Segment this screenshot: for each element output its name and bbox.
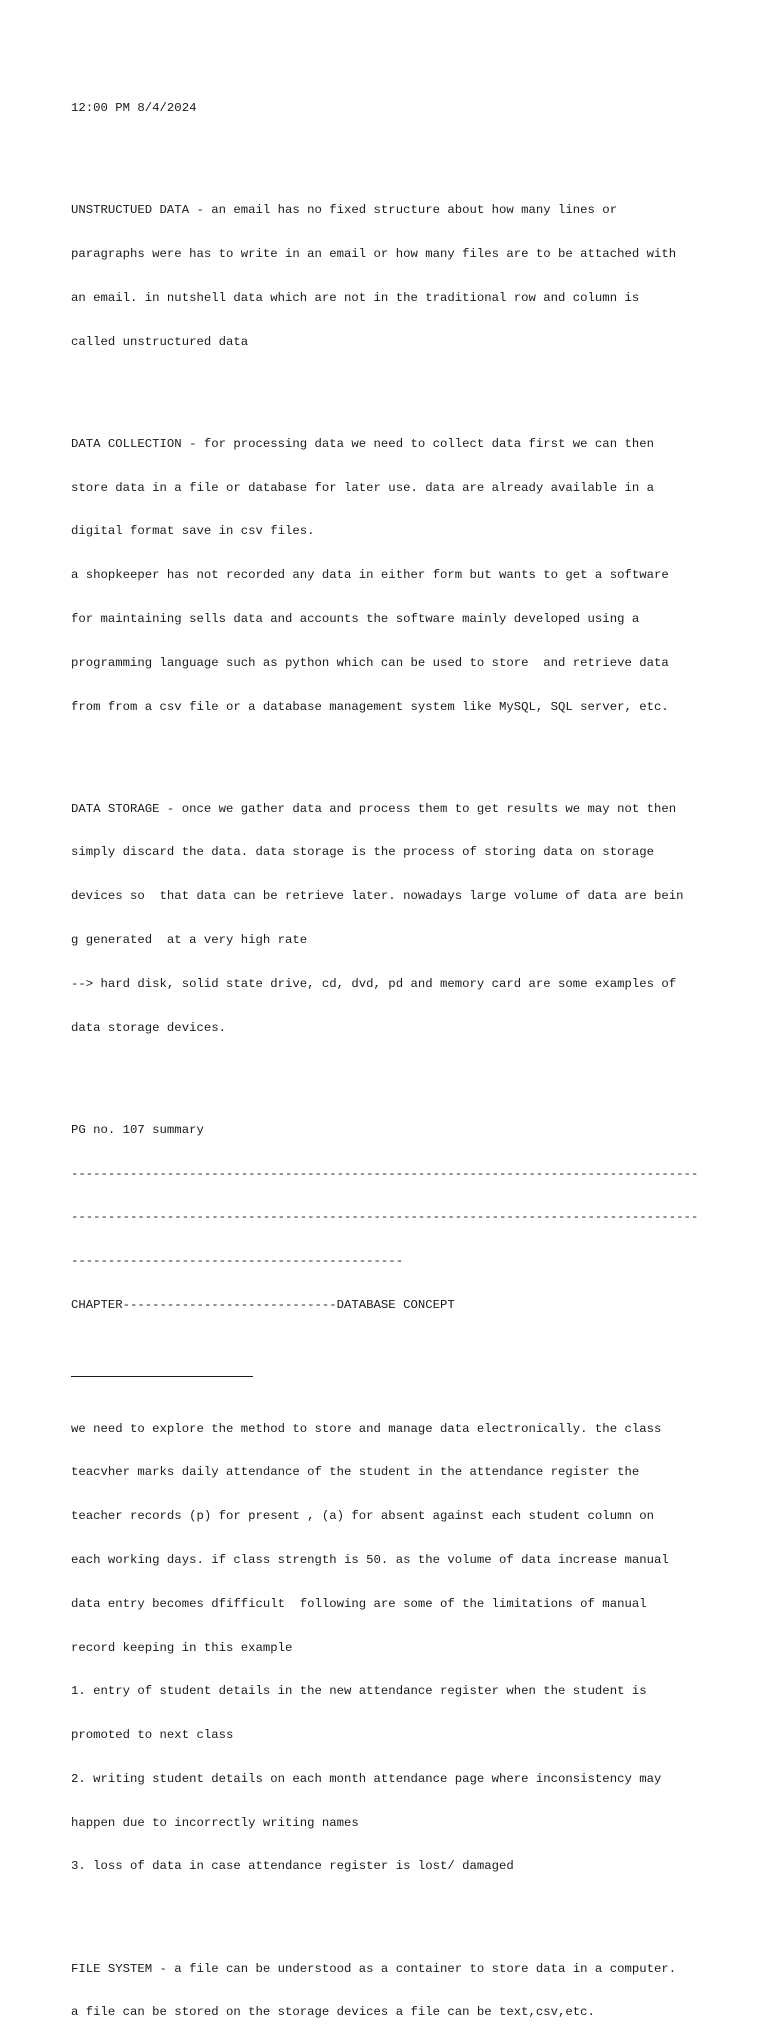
note-page <box>71 72 731 2035</box>
limitation-item: 3. loss of data in case attendance register is lost/ damaged <box>71 1859 514 1874</box>
storage-line: --> hard disk, solid state drive, cd, dvd, pd and memory card are some examples of <box>71 976 677 991</box>
spacer <box>71 1064 731 1079</box>
collection-line: from from a csv file or a database management system like MySQL, SQL server, etc. <box>71 699 669 714</box>
dash-rule: ------------------------------------------------------------------------------------- <box>71 1166 699 1181</box>
spacer <box>71 145 731 160</box>
collection-line: a shopkeeper has not recorded any data in either form but wants to get a software <box>71 568 669 583</box>
collection-line: for maintaining sells data and accounts the software mainly developed using a <box>71 611 640 626</box>
storage-line: DATA STORAGE - once we gather data and process them to get results we may not then <box>71 801 677 816</box>
database-line: teacher records (p) for present , (a) for absent against each student column on <box>71 1509 654 1524</box>
limitation-item: 2. writing student details on each month attendance page where inconsistency may <box>71 1771 662 1786</box>
database-line: data entry becomes dfifficult following are some of the limitations of manual <box>71 1596 647 1611</box>
collection-line: store data in a file or database for later use. data are already available in a <box>71 480 654 495</box>
blank-underline <box>71 1362 253 1377</box>
timestamp: 12:00 PM 8/4/2024 <box>71 101 197 116</box>
collection-line: programming language such as python which can be used to store and retrieve data <box>71 655 669 670</box>
storage-line: simply discard the data. data storage is the process of storing data on storage <box>71 845 654 860</box>
collection-line: DATA COLLECTION - for processing data we need to collect data first we can then <box>71 436 654 451</box>
unstructured-line: paragraphs were has to write in an email or how many files are to be attached with <box>71 247 677 262</box>
summary-label: PG no. 107 summary <box>71 1122 204 1137</box>
limitation-item: 1. entry of student details in the new attendance register when the student is <box>71 1684 647 1699</box>
file-system-line: FILE SYSTEM - a file can be understood as a container to store data in a computer. <box>71 1961 677 1976</box>
limitation-item: happen due to incorrectly writing names <box>71 1815 359 1830</box>
dash-rule: --------------------------------------------- <box>71 1254 404 1269</box>
chapter-heading: CHAPTER-----------------------------DATABASE CONCEPT <box>71 1297 455 1312</box>
limitation-item: promoted to next class <box>71 1728 234 1743</box>
database-line: each working days. if class strength is 50. as the volume of data increase manual <box>71 1552 669 1567</box>
unstructured-line: UNSTRUCTUED DATA - an email has no fixed structure about how many lines or <box>71 203 618 218</box>
spacer <box>71 743 731 758</box>
storage-line: data storage devices. <box>71 1020 226 1035</box>
unstructured-line: an email. in nutshell data which are not in the traditional row and column is <box>71 290 640 305</box>
storage-line: g generated at a very high rate <box>71 933 308 948</box>
dash-rule: ------------------------------------------------------------------------------------- <box>71 1210 699 1225</box>
database-line: record keeping in this example <box>71 1640 293 1655</box>
database-line: teacvher marks daily attendance of the student in the attendance register the <box>71 1465 640 1480</box>
database-line: we need to explore the method to store and manage data electronically. the class <box>71 1421 662 1436</box>
file-system-line: a file can be stored on the storage devices a file can be text,csv,etc. <box>71 2005 595 2020</box>
collection-line: digital format save in csv files. <box>71 524 315 539</box>
storage-line: devices so that data can be retrieve later. nowadays large volume of data are bein <box>71 889 684 904</box>
spacer <box>71 1903 731 1918</box>
unstructured-line: called unstructured data <box>71 334 249 349</box>
spacer <box>71 378 731 393</box>
